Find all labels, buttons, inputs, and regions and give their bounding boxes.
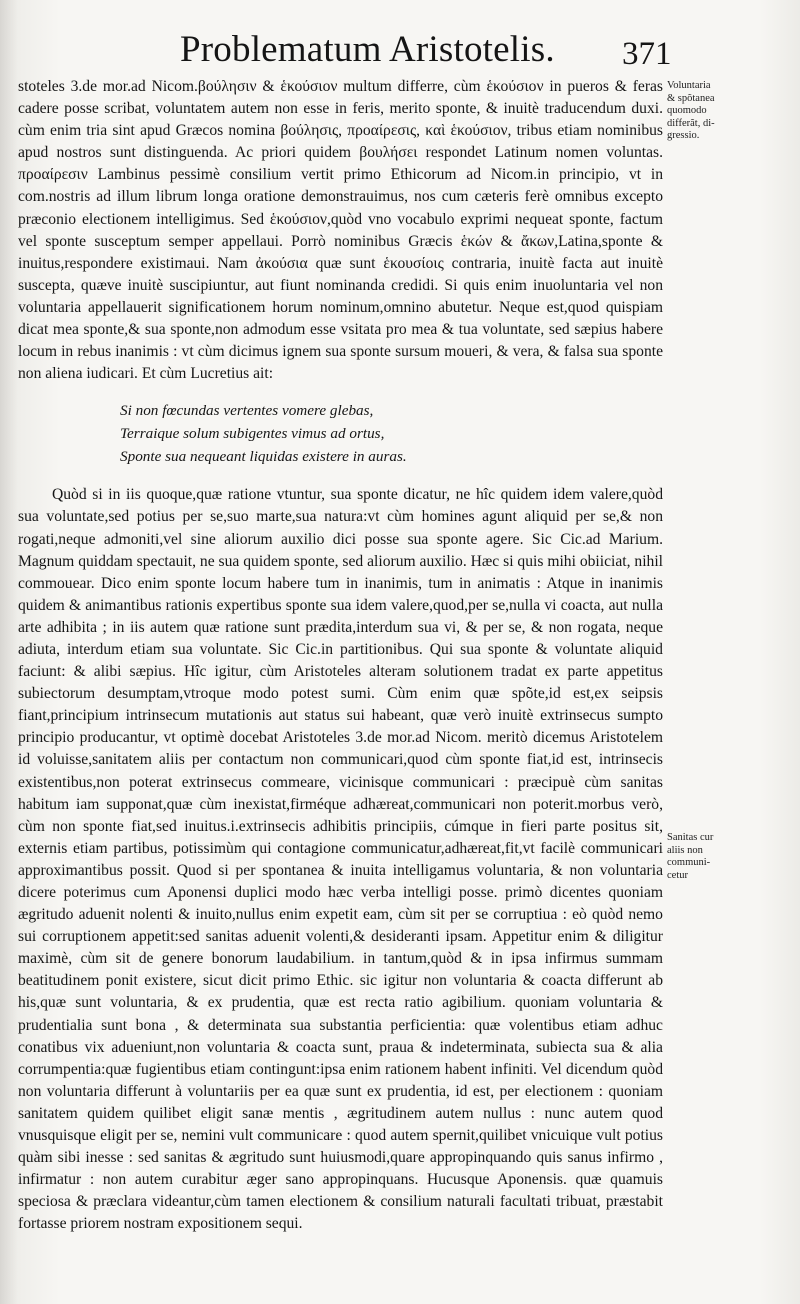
main-text [18, 76, 663, 1236]
paragraph-2-line: puè cùm sanitas habitum iam supponat,quæ cùm inexistat,firméque adhæreat,communica [18, 773, 663, 813]
paragraph-2-line: sunt prædita,interdum sua vi, & per se, & non rogata, neque adiuta, interdum etiam sua vo [18, 618, 664, 658]
paragraph-2-line: intrinsecum mutationis aut status sui habeant, quæ verò inuitè extrinsecus sumpto principio [18, 707, 663, 747]
paragraph-2-line: tasse priorem nostram expositionem sequi. [36, 1215, 303, 1233]
paragraph-2-line: appetit:sed sanitas aduenit volenti,& desideranti ipsam. Appetitur enim & diligitur maximè, [18, 928, 663, 968]
paragraph-2-line: plici modo hæc verba intelligi posse. primò dicentes quoniam ægritudo aduenit nolenti & [18, 884, 663, 924]
paragraph-1-line: cum cæteris ferè omnibus excepto præconio electionem intelligimus. Sed ἑκούσιον,quòd vno [18, 188, 664, 228]
margin-note-line: aliis non [667, 844, 703, 856]
margin-note-sanitas [667, 832, 747, 882]
paragraph-1-line: stoteles 3.de mor.ad Nicom.βούλησιν & ἑκούσιον multum differre, cùm ἑκούσιον in pueros & fe [18, 78, 645, 95]
paragraph-2-line: municatur,adhæreat,fit,vt facilè communicari approximantibus possit. Quod si per sponta [18, 839, 663, 879]
verse-line: Sponte sua nequeant liquidas existere in auras. [120, 448, 407, 466]
margin-note-voluntaria [667, 80, 747, 143]
paragraph-1-line: vocabulo exprimi nequeat sponte, factum vel sponte susceptum semper appellaui. Porrò [18, 210, 663, 250]
paragraph-1-line: sua sponte,non admodum esse vsitata pro mea & tua voluntate, sed sæpius habere locum in [18, 321, 663, 361]
paragraph-2-line: Hæc si quis mihi obiiciat, nihil commouear. Dico enim sponte locum habere tum in inani [18, 552, 663, 592]
paragraph-2-line: mis, tum in animatis : Atque in inanimis quidem & animantibus rationis expertibus sponte [18, 574, 663, 614]
paragraph-1-line: tionem horum nominum,omnino abutetur. Neque est,quod quispiam dicat mea sponte,& [18, 298, 663, 339]
margin-note-line: Sanitas cur [667, 832, 714, 843]
paragraph-2-line: subiecta sua & alia corrumpentia:quæ fugientibus etiam contingunt:ipsa enim rationem ha [18, 1038, 663, 1078]
paragraph-1-line: rebus inanimis : vt cùm dicimus ignem sua sponte sursum moueri, & vera, & falsa sua sponte [77, 343, 663, 361]
paragraph-2-line: Quòd si in iis quoque,quæ ratione vtuntur, sua sponte dicatur, ne hîc quidem idem vale [52, 486, 616, 504]
paragraph-2-line: per se,& non rogati,neque admoniti,vel sine aliorum auxilio dici posse sua sponte agere. Sic [18, 508, 663, 548]
margin-note-line: differãt, di- [667, 117, 715, 129]
verse-line: Terraique solum subigentes vimus ad ortus, [120, 425, 385, 443]
margin-note-line: cetur [667, 869, 688, 881]
verse-quotation [120, 399, 663, 468]
paragraph-1 [18, 76, 663, 385]
paragraph-1-line: Nicom.in principio, vt in com.nostris ad illum librum longa oratione demonstrauimus, nos [18, 166, 663, 206]
paragraph-2-line: intrinsecis existentibus,non poterat extrinsecus commeare, vicinisque communicari : præci [18, 751, 663, 791]
paragraph-1-line: cendum duxi. cùm enim tria sint apud Græcos nomina βούλησις, προαίρεσις, καὶ ἑκούσιον, tribus [18, 100, 663, 140]
paragraph-2-line: gritudinem autem nullus : nunc autem quod vnusquisque eligit per se, nemini vult commu [18, 1104, 664, 1145]
paragraph-2-line: gritudo sunt huiusmodi,quare appropinquando quis sanus infirmo , infirmatur : non autem [18, 1149, 663, 1189]
paragraph-2-line: ab his,quæ sunt voluntaria, & ex prudentia, quæ est recta ratio agibilium. quoniam volunta [18, 972, 663, 1012]
paragraph-2-line: prudentia, id est, per electionem : quoniam sanitatem quidem quilibet eligit sanæ mentis , æ [18, 1082, 663, 1122]
paragraph-2-line: nicare : quod autem spernit,quilibet vnicuique vult potius quàm sibi inesse : sed sanitas & æ [18, 1127, 663, 1167]
paragraph-1-line: quæ sunt ἑκουσίοις contraria, inuitè facta aut inuitè suscepta, quæve inuitè suscipiuntur, aut [18, 254, 663, 294]
paragraph-2-line: tudinem ponit existere, sicut dicit primo Ethic. sic igitur non voluntaria & coacta differunt [48, 972, 649, 990]
running-title: Problematum Aristotelis. [180, 29, 555, 70]
paragraph-2-line: sua idem valere,quod,per se,nulla vi coacta, aut nulla arte adhibita ; in iis autem quæ ratione [18, 596, 663, 636]
paragraph-2-line: nea & inuita intelligamus voluntaria, & non voluntaria dicere poterimus cum Aponensi du [18, 861, 663, 901]
paragraph-2-line: curabitur æger sano appropinquans. Hucusque Aponensis. quæ quamuis speciosa & præ [18, 1171, 663, 1211]
margin-note-line: quomodo [667, 105, 707, 116]
paragraph-1-line: fiunt nominanda credidi. Si quis enim inuoluntaria vel non voluntaria appellauerit significa [18, 276, 664, 316]
paragraph-2-line: sumptam,vtroque modo potest sumi. Cùm enim quæ spõte,id est,ex seipsis fiant,principium [18, 685, 663, 725]
paragraph-2-line: producantur, vt optimè docebat Aristoteles 3.de mor.ad Nicom. meritò dicemus Aristote [79, 729, 640, 747]
paragraph-2-line: bent infiniti. Vel dicendum quòd non voluntaria differunt à voluntariis per ea quæ sunt ex [18, 1060, 663, 1100]
page-number: 371 [622, 36, 672, 72]
margin-note-line: gressio. [667, 130, 700, 141]
paragraph-2-line: ri non poterit.morbus verò, cùm non sponte fiat,sed inuitus.i.extrinsecis adhibitis principiis, [18, 795, 663, 835]
paragraph-1-line: num nomen voluntas. προαίρεσιν Lambinus pessimè consilium vertit primo Ethicorum ad [18, 144, 663, 184]
paragraph-2-line: cùm sit de genere bonorum laudabilium. in tantum,quòd & in ipsa infirmus summam beati [18, 950, 663, 990]
paragraph-2-line: luntate. Sic Cic.in partitionibus. Qui sua sponte & voluntate aliquid faciunt: & alibi sæpius. [18, 640, 663, 681]
paragraph-2 [18, 484, 663, 1235]
paragraph-2-line: clara videantur,cùm tamen electionem & consilium naturali facultati tribuat, præstabit for [18, 1193, 664, 1233]
paragraph-1-line: nominibus Græcis ἑκών & ἄκων,Latina,sponte & inuitus,respondere existimaui. Nam ἀκούσια [18, 232, 664, 272]
paragraph-1-line: ras cadere posse scribat, voluntatem autem non esse in feris, merito sponte, & inuitè tradu [18, 78, 663, 118]
paragraph-2-line: etiam adhuc conatibus vix adueniunt,non voluntaria & coacta sunt, praua & indeterminata, [18, 1016, 663, 1056]
page-header [180, 28, 700, 74]
paragraph-2-line: lem id voluisse,sanitatem aliis per contactum non communicari,quod cùm sponte fiat,id est, [18, 729, 663, 769]
paragraph-2-line: re,quòd sua voluntate,sed potius per se,suo marte,sua natura:vt cùm homines agunt aliquid [18, 486, 663, 526]
paragraph-2-line: ria & prudentialia sunt bona , & determinata sua substantia perficientia: quæ volentibus [18, 994, 663, 1034]
paragraph-1-line: non aliena iudicari. Et cùm Lucretius ait: [18, 365, 274, 383]
margin-note-line: & spõtanea [667, 92, 715, 104]
verse-line: Si non fœcundas vertentes vomere glebas, [120, 402, 374, 420]
paragraph-2-line: inuito,nullus enim expetit eam, cùm sit per se corruptiua : eò quòd nemo sui corruptionem [18, 906, 663, 946]
paragraph-1-line: etiam nominibus apud nostros sunt distinguenda. Ac priori quidem βουλήσει respondet Lati [18, 122, 663, 162]
margin-note-line: communi- [667, 857, 711, 868]
margin-note-line: Voluntaria [667, 80, 711, 91]
paragraph-2-line: cúmque in fieri parte positus sit, externis etiam partibus, potissimùm qui contagione com [18, 817, 663, 857]
paragraph-2-line: Cic.ad Marium. Magnum quiddam spectauit, ne sua quidem sponte, sed aliorum auxilio. [18, 530, 663, 570]
paragraph-2-line: Hîc igitur, cùm Aristoteles alteram solutionem tradat ex parte appetitus subiectorum de [18, 663, 663, 703]
